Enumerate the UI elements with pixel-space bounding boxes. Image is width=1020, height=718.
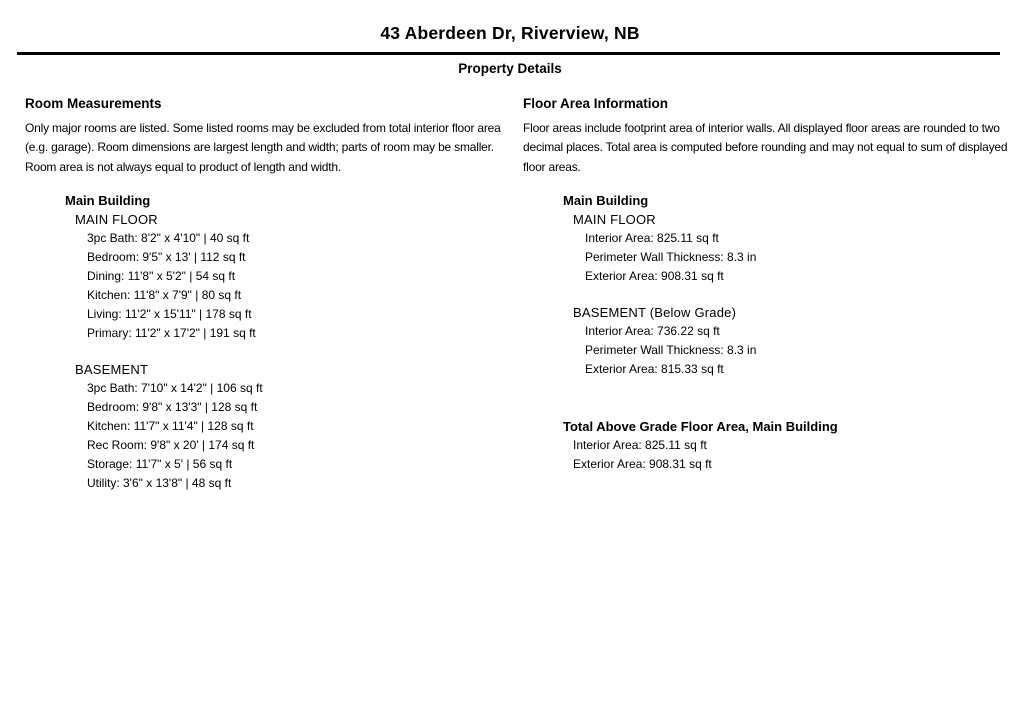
room-measurements-heading: Room Measurements (25, 95, 162, 111)
room-item: Rec Room: 9'8" x 20' | 174 sq ft (87, 438, 255, 453)
room-item: Storage: 11'7" x 5' | 56 sq ft (87, 457, 233, 472)
floor-area-description (523, 119, 1020, 178)
building-name: Main Building (65, 193, 151, 209)
area-group-main-floor (573, 210, 1020, 286)
room-item: Bedroom: 9'5" x 13' | 112 sq ft (87, 250, 246, 265)
areas-main-building (563, 191, 1020, 379)
floor-group-main-floor (75, 210, 498, 343)
description-line: (e.g. garage). Room dimensions are largest length and width; parts of room may be smaller. (25, 140, 494, 155)
content-columns (0, 96, 1020, 494)
description-line: floor areas. (523, 159, 581, 174)
room-measurements-description (25, 119, 501, 178)
stat-item: Interior Area: 736.22 sq ft (585, 324, 720, 339)
room-item: 3pc Bath: 7'10" x 14'2" | 106 sq ft (87, 381, 263, 396)
stat-list (585, 229, 1020, 286)
stat-item: Exterior Area: 908.31 sq ft (573, 457, 712, 472)
floor-area-section (523, 96, 1020, 475)
stat-item: Exterior Area: 815.33 sq ft (585, 362, 724, 377)
room-item: Dining: 11'8" x 5'2" | 54 sq ft (87, 269, 236, 284)
description-line: Only major rooms are listed. Some listed rooms may be excluded from total interior floor area (25, 120, 501, 135)
total-heading: Total Above Grade Floor Area, Main Building (563, 419, 838, 435)
room-list (87, 379, 498, 493)
room-item: Kitchen: 11'7" x 11'4" | 128 sq ft (87, 419, 254, 434)
room-list (87, 229, 498, 343)
room-item: Utility: 3'6" x 13'8" | 48 sq ft (87, 476, 232, 491)
stat-item: Exterior Area: 908.31 sq ft (585, 269, 724, 284)
description-line: decimal places. Total area is computed before rounding and may not equal to sum of displayed (523, 140, 1008, 155)
total-above-grade-block (563, 417, 1020, 474)
room-item: Kitchen: 11'8" x 7'9" | 80 sq ft (87, 288, 242, 303)
room-item: Primary: 11'2" x 17'2" | 191 sq ft (87, 326, 256, 341)
page-subtitle: Property Details (458, 60, 562, 76)
rooms-main-building (65, 191, 498, 493)
building-name: Main Building (563, 193, 649, 209)
floor-name: MAIN FLOOR (573, 212, 656, 228)
room-item: Living: 11'2" x 15'11" | 178 sq ft (87, 307, 252, 322)
floor-name: MAIN FLOOR (75, 212, 158, 228)
stat-item: Perimeter Wall Thickness: 8.3 in (585, 343, 757, 358)
area-group-basement (573, 303, 1020, 379)
floor-group-basement (75, 360, 498, 493)
description-line: Room area is not always equal to product of length and width. (25, 159, 341, 174)
floor-name: BASEMENT (Below Grade) (573, 305, 737, 321)
room-measurements-section (25, 95, 501, 494)
room-item: Bedroom: 9'8" x 13'3" | 128 sq ft (87, 400, 258, 415)
description-line: Floor areas include footprint area of interior walls. All displayed floor areas are rounded to two (523, 120, 1000, 135)
stat-item: Perimeter Wall Thickness: 8.3 in (585, 250, 757, 265)
stat-item: Interior Area: 825.11 sq ft (585, 231, 719, 246)
stat-item: Interior Area: 825.11 sq ft (573, 438, 707, 453)
room-item: 3pc Bath: 8'2" x 4'10" | 40 sq ft (87, 231, 250, 246)
total-stat-list (573, 436, 1020, 474)
floor-area-heading: Floor Area Information (523, 95, 669, 111)
stat-list (585, 322, 1020, 379)
header-divider (17, 52, 1000, 55)
page-title: 43 Aberdeen Dr, Riverview, NB (380, 23, 640, 43)
floor-name: BASEMENT (75, 362, 149, 378)
